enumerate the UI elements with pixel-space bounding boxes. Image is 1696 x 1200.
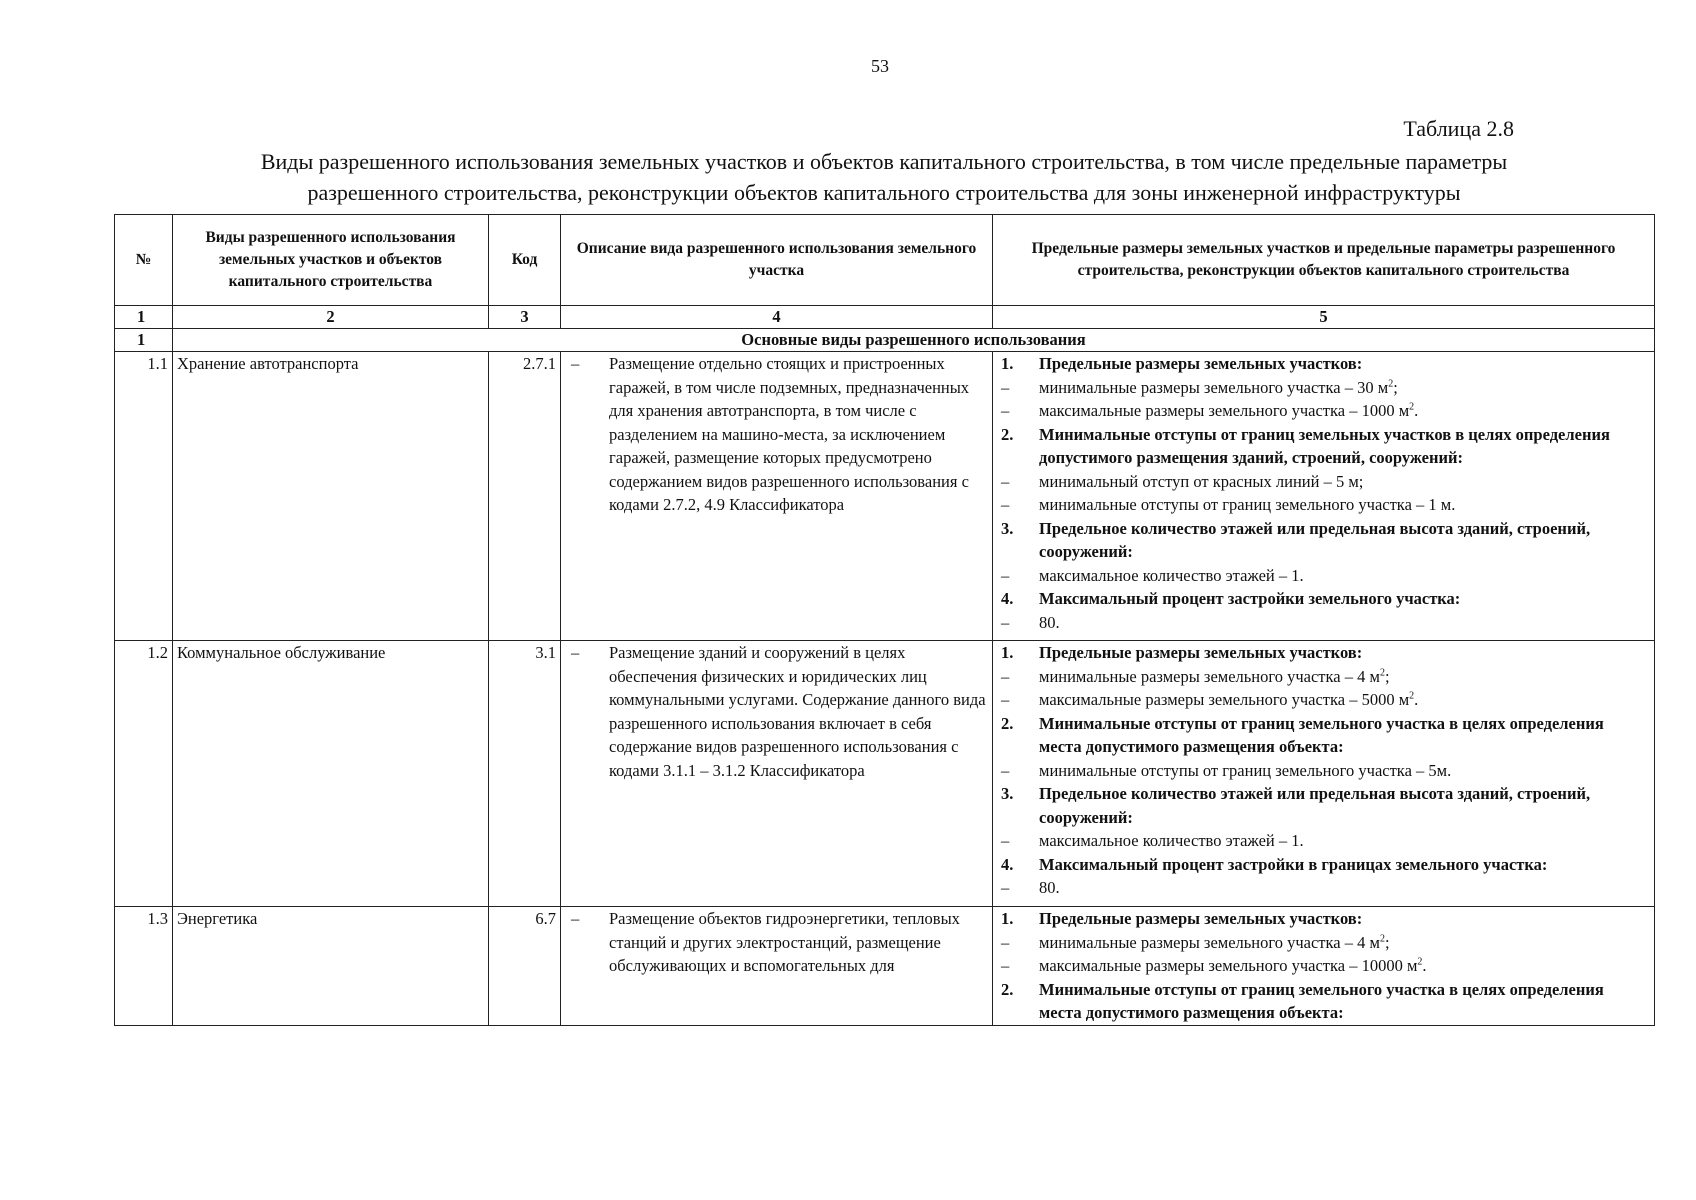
square-unit-superscript: 2 bbox=[1388, 378, 1394, 389]
description-cell bbox=[561, 352, 993, 641]
list-marker: – bbox=[1001, 690, 1010, 709]
punctuation: ; bbox=[1384, 932, 1390, 952]
column-number: 1 bbox=[115, 306, 173, 329]
punctuation: . bbox=[1414, 690, 1419, 709]
parameter-heading bbox=[997, 517, 1650, 564]
description-item bbox=[565, 352, 988, 517]
use-type-code: 3.1 bbox=[489, 641, 561, 907]
parameter-text bbox=[1039, 564, 1650, 588]
parameter-item bbox=[997, 759, 1650, 783]
list-marker: – bbox=[1001, 565, 1010, 585]
parameter-value: минимальные размеры земельного участка – 30 м bbox=[1039, 377, 1389, 397]
parameter-item bbox=[997, 954, 1650, 978]
section-title: Основные виды разрешенного использования bbox=[173, 329, 1655, 352]
parameter-text bbox=[1039, 829, 1650, 853]
description-text: Размещение зданий и сооружений в целях обеспечения физических и юридических лиц коммунальными услугами. Содержание данного вида разрешенного использования включает в себя содержание видов разрешенного использования с кодами 3.1.1 – 3.1.2 Классификатора bbox=[609, 643, 986, 780]
column-number: 2 bbox=[173, 306, 489, 329]
parameters-cell bbox=[993, 907, 1655, 1026]
dash-marker: – bbox=[571, 354, 580, 373]
header-code: Код bbox=[489, 215, 561, 306]
land-use-table bbox=[114, 214, 1655, 1026]
parameter-text bbox=[1039, 641, 1650, 665]
parameter-value: Минимальные отступы от границ земельного участка в целях определения места допустимого размещения объекта: bbox=[1039, 713, 1604, 756]
row-number: 1.1 bbox=[115, 352, 173, 641]
parameters-cell bbox=[993, 641, 1655, 907]
parameter-item bbox=[997, 665, 1650, 689]
list-marker: 1. bbox=[1001, 643, 1014, 662]
column-number: 4 bbox=[561, 306, 993, 329]
row-number: 1.2 bbox=[115, 641, 173, 907]
list-marker: – bbox=[1001, 831, 1010, 850]
parameter-heading bbox=[997, 712, 1650, 759]
parameter-heading bbox=[997, 587, 1650, 611]
parameter-heading bbox=[997, 907, 1650, 931]
parameter-text bbox=[1039, 611, 1650, 635]
use-type-name: Энергетика bbox=[173, 907, 489, 1026]
parameter-value: 80. bbox=[1039, 612, 1060, 632]
description-item bbox=[565, 907, 988, 978]
list-marker: 2. bbox=[1001, 713, 1014, 733]
parameter-item bbox=[997, 470, 1650, 494]
list-marker: 4. bbox=[1001, 589, 1014, 608]
description-text: Размещение отдельно стоящих и пристроенных гаражей, в том числе подземных, предназначенных для хранения автотранспорта, в том числе с разделением на машино-места, за исключением гаражей, размещение которых предусмотрено содержанием видов разрешенного использования с кодами 2.7.2, 4.9 Классификатора bbox=[609, 354, 970, 514]
parameter-value: Предельное количество этажей или предельная высота зданий, строений, сооружений: bbox=[1039, 518, 1591, 561]
square-unit-superscript: 2 bbox=[1417, 956, 1423, 968]
punctuation: ; bbox=[1384, 666, 1390, 686]
list-marker: 4. bbox=[1001, 854, 1014, 874]
parameter-text bbox=[1039, 399, 1650, 423]
parameter-value: максимальные размеры земельного участка – 10000 м bbox=[1039, 956, 1418, 975]
header-no: № bbox=[115, 215, 173, 306]
parameter-text bbox=[1039, 376, 1650, 400]
punctuation: . bbox=[1422, 956, 1427, 975]
parameter-text bbox=[1039, 470, 1650, 494]
parameter-item bbox=[997, 564, 1650, 588]
use-type-name: Хранение автотранспорта bbox=[173, 352, 489, 641]
parameter-value: минимальные отступы от границ земельного участка – 1 м. bbox=[1039, 495, 1456, 514]
parameter-text bbox=[1039, 931, 1650, 955]
use-type-code: 6.7 bbox=[489, 907, 561, 1026]
parameter-text bbox=[1039, 978, 1650, 1025]
parameter-text bbox=[1039, 352, 1650, 376]
column-number: 5 bbox=[993, 306, 1655, 329]
table-label: Таблица 2.8 bbox=[1403, 116, 1514, 141]
parameter-item bbox=[997, 931, 1650, 955]
list-marker: – bbox=[1001, 612, 1010, 632]
parameter-value: Предельное количество этажей или предельная высота зданий, строений, сооружений: bbox=[1039, 784, 1591, 827]
parameter-text bbox=[1039, 907, 1650, 931]
parameter-value: Минимальные отступы от границ земельных участков в целях определения допустимого размещения зданий, строений, сооружений: bbox=[1039, 424, 1610, 467]
description-item bbox=[565, 641, 988, 782]
parameter-item bbox=[997, 376, 1650, 400]
parameter-value: 80. bbox=[1039, 878, 1060, 897]
parameter-value: Минимальные отступы от границ земельного участка в целях определения места допустимого размещения объекта: bbox=[1039, 979, 1604, 1022]
parameter-value: Предельные размеры земельных участков: bbox=[1039, 354, 1363, 373]
parameter-text bbox=[1039, 688, 1650, 712]
title-line-1: Виды разрешенного использования земельных участков и объектов капитального строительства, в том числе предельные параметры bbox=[260, 149, 1508, 174]
parameter-value: Максимальный процент застройки земельного участка: bbox=[1039, 589, 1461, 608]
table-row bbox=[115, 907, 1655, 1026]
parameter-text bbox=[1039, 876, 1650, 900]
list-marker: 3. bbox=[1001, 784, 1014, 803]
parameter-text bbox=[1039, 587, 1650, 611]
punctuation: . bbox=[1414, 401, 1419, 420]
parameter-text bbox=[1039, 712, 1650, 759]
list-marker: 3. bbox=[1001, 518, 1014, 538]
parameter-item bbox=[997, 611, 1650, 635]
parameter-heading bbox=[997, 978, 1650, 1025]
parameter-value: максимальные размеры земельного участка – 1000 м bbox=[1039, 401, 1410, 420]
table-title bbox=[112, 146, 1656, 208]
list-marker: – bbox=[1001, 956, 1010, 975]
parameter-item bbox=[997, 399, 1650, 423]
parameter-text bbox=[1039, 493, 1650, 517]
parameter-heading bbox=[997, 352, 1650, 376]
use-type-name: Коммунальное обслуживание bbox=[173, 641, 489, 907]
list-marker: 2. bbox=[1001, 979, 1014, 999]
description-text: Размещение объектов гидроэнергетики, тепловых станций и других электростанций, размещение обслуживающих и вспомогательных для bbox=[609, 909, 960, 975]
description-cell bbox=[561, 641, 993, 907]
parameter-value: максимальное количество этажей – 1. bbox=[1039, 831, 1304, 850]
dash-marker: – bbox=[571, 909, 580, 928]
table-row bbox=[115, 641, 1655, 907]
parameter-value: максимальное количество этажей – 1. bbox=[1039, 565, 1304, 585]
description-cell bbox=[561, 907, 993, 1026]
parameter-item bbox=[997, 876, 1650, 900]
header-row bbox=[115, 215, 1655, 306]
parameter-value: минимальный отступ от красных линий – 5 м; bbox=[1039, 471, 1364, 491]
header-params: Предельные размеры земельных участков и предельные параметры разрешенного строительства, реконструкции объектов капитального строительства bbox=[993, 215, 1655, 306]
list-marker: – bbox=[1001, 878, 1010, 897]
list-marker: – bbox=[1001, 471, 1010, 491]
square-unit-superscript: 2 bbox=[1379, 933, 1385, 944]
list-marker: – bbox=[1001, 377, 1010, 397]
dash-marker: – bbox=[571, 643, 580, 662]
use-type-code: 2.7.1 bbox=[489, 352, 561, 641]
parameter-text bbox=[1039, 759, 1650, 783]
parameter-value: минимальные размеры земельного участка – 4 м bbox=[1039, 666, 1380, 686]
parameter-text bbox=[1039, 517, 1650, 564]
parameter-heading bbox=[997, 641, 1650, 665]
row-number: 1.3 bbox=[115, 907, 173, 1026]
list-marker: – bbox=[1001, 760, 1010, 780]
page-number: 53 bbox=[871, 56, 889, 76]
list-marker: – bbox=[1001, 401, 1010, 420]
column-number: 3 bbox=[489, 306, 561, 329]
parameter-heading bbox=[997, 782, 1650, 829]
list-marker: – bbox=[1001, 666, 1010, 686]
parameters-cell bbox=[993, 352, 1655, 641]
square-unit-superscript: 2 bbox=[1379, 667, 1385, 678]
list-marker: – bbox=[1001, 932, 1010, 952]
parameter-value: максимальные размеры земельного участка – 5000 м bbox=[1039, 690, 1410, 709]
list-marker: 1. bbox=[1001, 354, 1014, 373]
square-unit-superscript: 2 bbox=[1409, 401, 1415, 413]
header-description: Описание вида разрешенного использования земельного участка bbox=[561, 215, 993, 306]
parameter-text bbox=[1039, 853, 1650, 877]
header-type: Виды разрешенного использования земельных участков и объектов капитального строительства bbox=[173, 215, 489, 306]
section-number: 1 bbox=[115, 329, 173, 352]
parameter-value: Максимальный процент застройки в границах земельного участка: bbox=[1039, 854, 1548, 874]
column-numbers-row bbox=[115, 306, 1655, 329]
parameter-item bbox=[997, 493, 1650, 517]
section-row bbox=[115, 329, 1655, 352]
parameter-text bbox=[1039, 954, 1650, 978]
parameter-item bbox=[997, 688, 1650, 712]
square-unit-superscript: 2 bbox=[1409, 690, 1415, 702]
parameter-value: Предельные размеры земельных участков: bbox=[1039, 643, 1363, 662]
list-marker: – bbox=[1001, 495, 1010, 514]
punctuation: ; bbox=[1393, 377, 1398, 397]
parameter-value: минимальные отступы от границ земельного участка – 5м. bbox=[1039, 760, 1452, 780]
list-marker: 1. bbox=[1001, 909, 1014, 928]
parameter-heading bbox=[997, 423, 1650, 470]
parameter-value: минимальные размеры земельного участка – 4 м bbox=[1039, 932, 1380, 952]
parameter-value: Предельные размеры земельных участков: bbox=[1039, 909, 1363, 928]
parameter-text bbox=[1039, 782, 1650, 829]
parameter-text bbox=[1039, 665, 1650, 689]
parameter-heading bbox=[997, 853, 1650, 877]
list-marker: 2. bbox=[1001, 424, 1014, 444]
parameter-item bbox=[997, 829, 1650, 853]
table-row bbox=[115, 352, 1655, 641]
title-line-2: разрешенного строительства, реконструкции объектов капитального строительства для зоны инженерной инфраструктуры bbox=[307, 180, 1461, 205]
parameter-text bbox=[1039, 423, 1650, 470]
